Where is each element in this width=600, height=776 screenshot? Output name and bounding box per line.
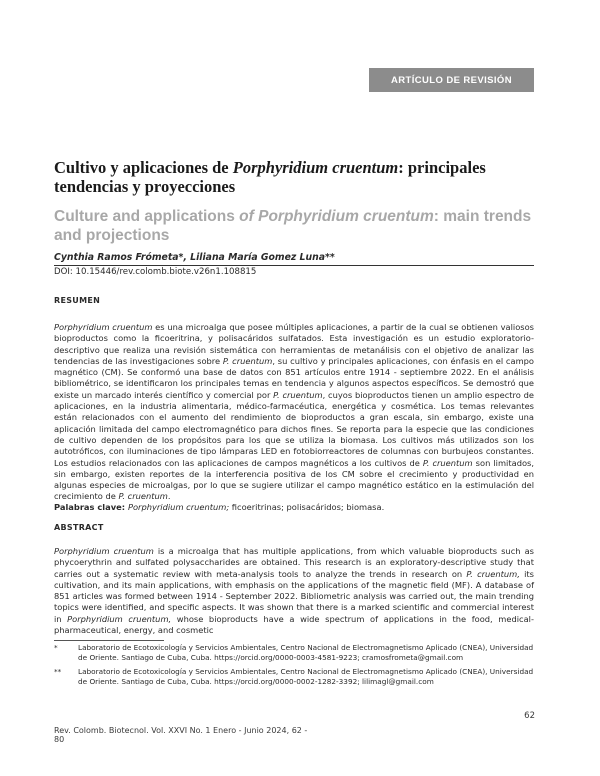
- authors: Cynthia Ramos Frómeta*, Liliana María Gomez Luna**: [54, 252, 335, 263]
- journal-footer: Rev. Colomb. Biotecnol. Vol. XXVI No. 1 Enero - Junio 2024, 62 - 80: [54, 726, 308, 744]
- title-english: [54, 207, 534, 245]
- keywords-species: Porphyridium cruentum;: [127, 502, 230, 512]
- resumen-species-5: P. cruentum: [118, 491, 168, 502]
- resumen-heading: RESUMEN: [54, 296, 101, 305]
- doi[interactable]: DOI: 10.15446/rev.colomb.biote.v26n1.108815: [54, 267, 257, 277]
- footnote-1-text: Laboratorio de Ecotoxicología y Servicios Ambientales, Centro Nacional de Electromagnetismo Aplicado (CNEA), Universidad de Oriente. Santiago de Cuba, Cuba. https://orcid.org/0000-0003-4581-9223; cramosfrometa@gmail.com: [78, 643, 534, 663]
- abstract-heading: ABSTRACT: [54, 523, 104, 532]
- keywords-rest: ficoeritrinas; polisacáridos; biomasa.: [229, 502, 385, 512]
- doi-divider: [54, 265, 534, 266]
- keywords: [54, 502, 534, 513]
- abstract-text-3: whose bioproducts have a wide spectrum of applications in the food, medical-pharmaceutical, energy, and cosmetic: [54, 613, 534, 636]
- title-en-part2: : main trends and projections: [54, 208, 532, 244]
- footnote-2: [54, 667, 534, 687]
- resumen-text-1: es una microalga que posee múltiples aplicaciones, a partir de la cual se obtienen valiosos bioproductos como la ficoeritrina, y polisacáridos sulfatados. Esta investigación es un estudio exploratorio-descriptivo que realiza una revisión sistemática con herramientas de metanálisis con el objetivo de analizar las tendencias de las investigaciones sobre: [54, 322, 535, 366]
- resumen-text-3: , cuyos bioproductos tienen un amplio espectro de aplicaciones, en la industria alimentaria, médico-farmacéutica, energética y cosmética. Los temas relevantes están relacionados con el aumento del rendimiento de bioproductos a gran escala, sin embargo, existe una aplicación limitada del campo electromagnético para dichos fines. Se reporta para la especie que las condiciones de cultivo dependen de los propósitos para los que se utiliza la biomasa. Los cultivos más utilizados son los autotróficos, con iluminaciones de tipo lámparas LED en fotobiorreactores de columnas con burbujeos constantes. Los estudios relacionados con las aplicaciones de campos magnéticos a los cultivos de: [54, 389, 535, 468]
- footnote-1-mark: *: [54, 643, 58, 652]
- resumen-species-3: P. cruentum: [273, 389, 323, 400]
- keywords-label: Palabras clave:: [54, 502, 128, 512]
- resumen-text-5: .: [167, 491, 171, 502]
- title-es-species: Porphyridium cruentum: [232, 158, 399, 177]
- abstract-paragraph: [54, 546, 534, 636]
- resumen-species-2: P. cruentum: [222, 355, 273, 366]
- footnote-2-mark: **: [54, 667, 62, 676]
- footnote-2-text: Laboratorio de Ecotoxicología y Servicios Ambientales, Centro Nacional de Electromagnetismo Aplicado (CNEA), Universidad de Oriente. Santiago de Cuba, Cuba. https://orcid.org/0000-0002-1282-3392; lilimagl@gmail.com: [78, 667, 534, 687]
- title-spanish: [54, 158, 534, 196]
- title-en-part1: Culture and applications: [54, 208, 240, 225]
- title-en-species: Porphyridium cruentum: [258, 208, 434, 225]
- abstract-species-3: Porphyridium cruentum,: [67, 613, 172, 624]
- footnote-1: [54, 643, 534, 663]
- abstract-species-1: Porphyridium cruentum: [54, 546, 154, 556]
- resumen-paragraph: [54, 322, 534, 503]
- resumen-species-1: Porphyridium cruentum: [54, 322, 153, 332]
- footnote-divider: [54, 640, 164, 641]
- page-number: 62: [524, 711, 535, 721]
- abstract-species-2: P. cruentum,: [466, 568, 520, 579]
- section-tag: ARTÍCULO DE REVISIÓN: [369, 68, 534, 92]
- title-es-part1: Cultivo y aplicaciones de: [54, 158, 233, 177]
- abstract-text-1: is a microalga that has multiple applications, from which valuable bioproducts such as phycoerythrin and sulfated polysaccharides are obtained. This research is an exploratory-descriptive study that carries out a systematic review with meta-analysis tools to analyze the trends in research on: [54, 546, 534, 579]
- resumen-species-4: P. cruentum: [422, 457, 473, 468]
- resumen-text-4: son limitados, sin embargo, existen reportes de la interferencia positiva de los CM sobre el crecimiento y productividad en algunas especies de microalgas, por lo que se sugiere utilizar el campo magnético estático en la estimulación del crecimiento de: [54, 457, 534, 502]
- title-en-of: of: [239, 208, 259, 225]
- abstract-text-2: its cultivation, and its main applications, with emphasis on the applications of the magnetic field (MF). A database of 851 articles was formed between 1914 - September 2022. Bibliometric analysis was carried out, the main trending topics were identified, and specific aspects. It was shown that there is a marked scientific and commercial interest in: [54, 568, 534, 624]
- resumen-text-2: , su cultivo y principales aplicaciones, con énfasis en el campo magnético (CM). Se conformó una base de datos con 851 artículos entre 1914 - septiembre 2022. En el análisis bibliométrico, se identificaron los principales temas en tendencia y algunos aspectos específicos. Se demostró que existe un marcado interés científico y comercial por: [54, 355, 535, 400]
- title-es-part2: : principales tendencias y proyecciones: [54, 158, 486, 196]
